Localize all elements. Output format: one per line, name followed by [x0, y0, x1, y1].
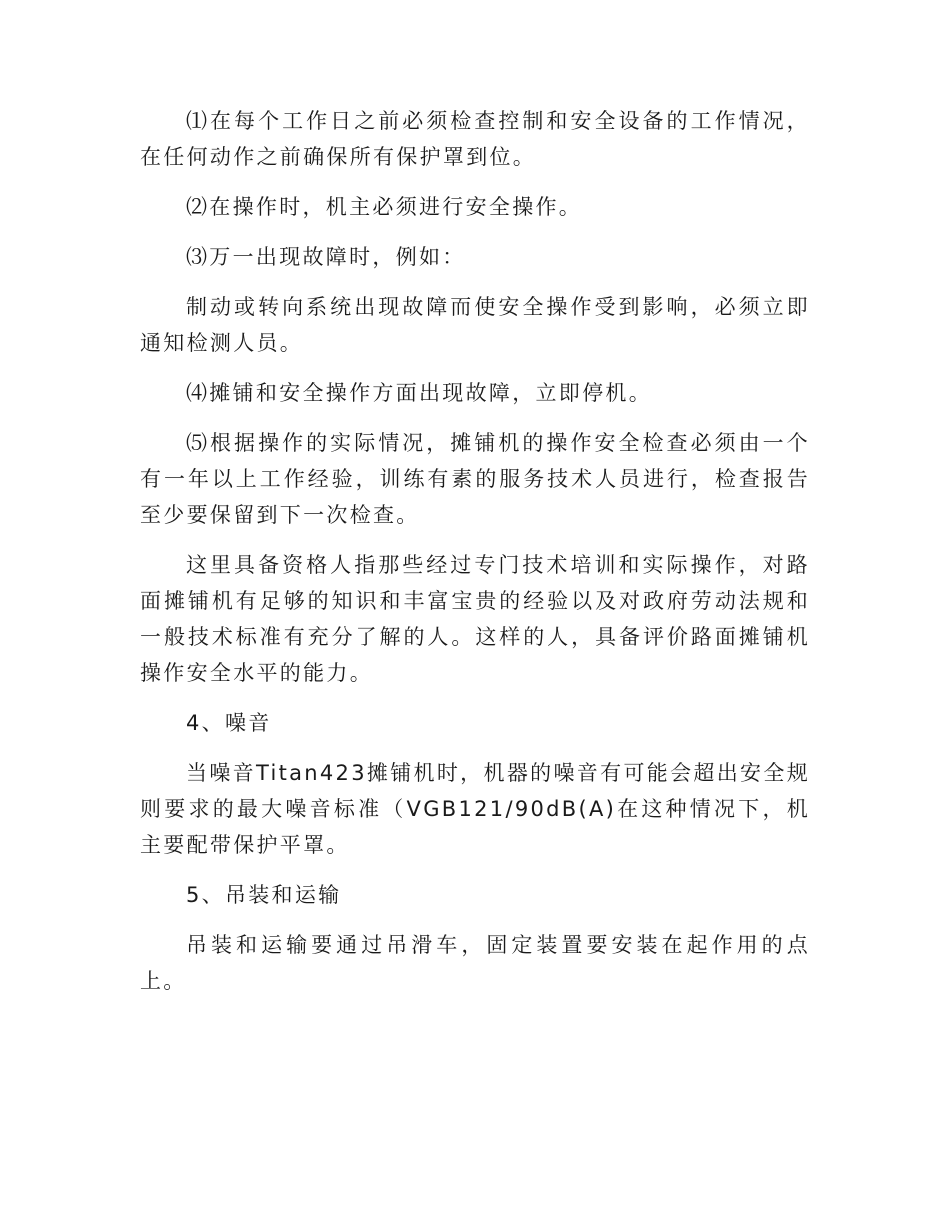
paragraph-lifting-transport: 吊装和运输要通过吊滑车，固定装置要安装在起作用的点上。 [140, 933, 810, 993]
paragraph-fault-case: ⑶万一出现故障时，例如： [186, 245, 466, 269]
paragraph-stop-machine: ⑷摊铺和安全操作方面出现故障，立即停机。 [186, 381, 652, 405]
paragraph-noise-standard: 当噪音Titan423摊铺机时，机器的噪音有可能会超出安全规则要求的最大噪音标准（VGB121/90dB(A)在这种情况下，机主要配带保护平罩。 [140, 761, 810, 857]
paragraph-brake-steering-fault: 制动或转向系统出现故障而使安全操作受到影响，必须立即通知检测人员。 [140, 295, 810, 355]
paragraph-qualified-person: 这里具备资格人指那些经过专门技术培训和实际操作，对路面摊铺机有足够的知识和丰富宝贵的经验以及对政府劳动法规和一般技术标准有充分了解的人。这样的人，具备评价路面摊铺机操作安全水平的能力。 [140, 553, 810, 685]
paragraph-inspection-report: ⑸根据操作的实际情况，摊铺机的操作安全检查必须由一个有一年以上工作经验，训练有素的服务技术人员进行，检查报告至少要保留到下一次检查。 [140, 431, 810, 527]
section-heading-noise: 4、噪音 [186, 711, 272, 735]
section-heading-lifting-transport: 5、吊装和运输 [186, 883, 342, 907]
paragraph-safe-operation: ⑵在操作时，机主必须进行安全操作。 [186, 195, 583, 219]
paragraph-check-before-workday: ⑴在每个工作日之前必须检查控制和安全设备的工作情况，在任何动作之前确保所有保护罩到位。 [140, 109, 810, 169]
